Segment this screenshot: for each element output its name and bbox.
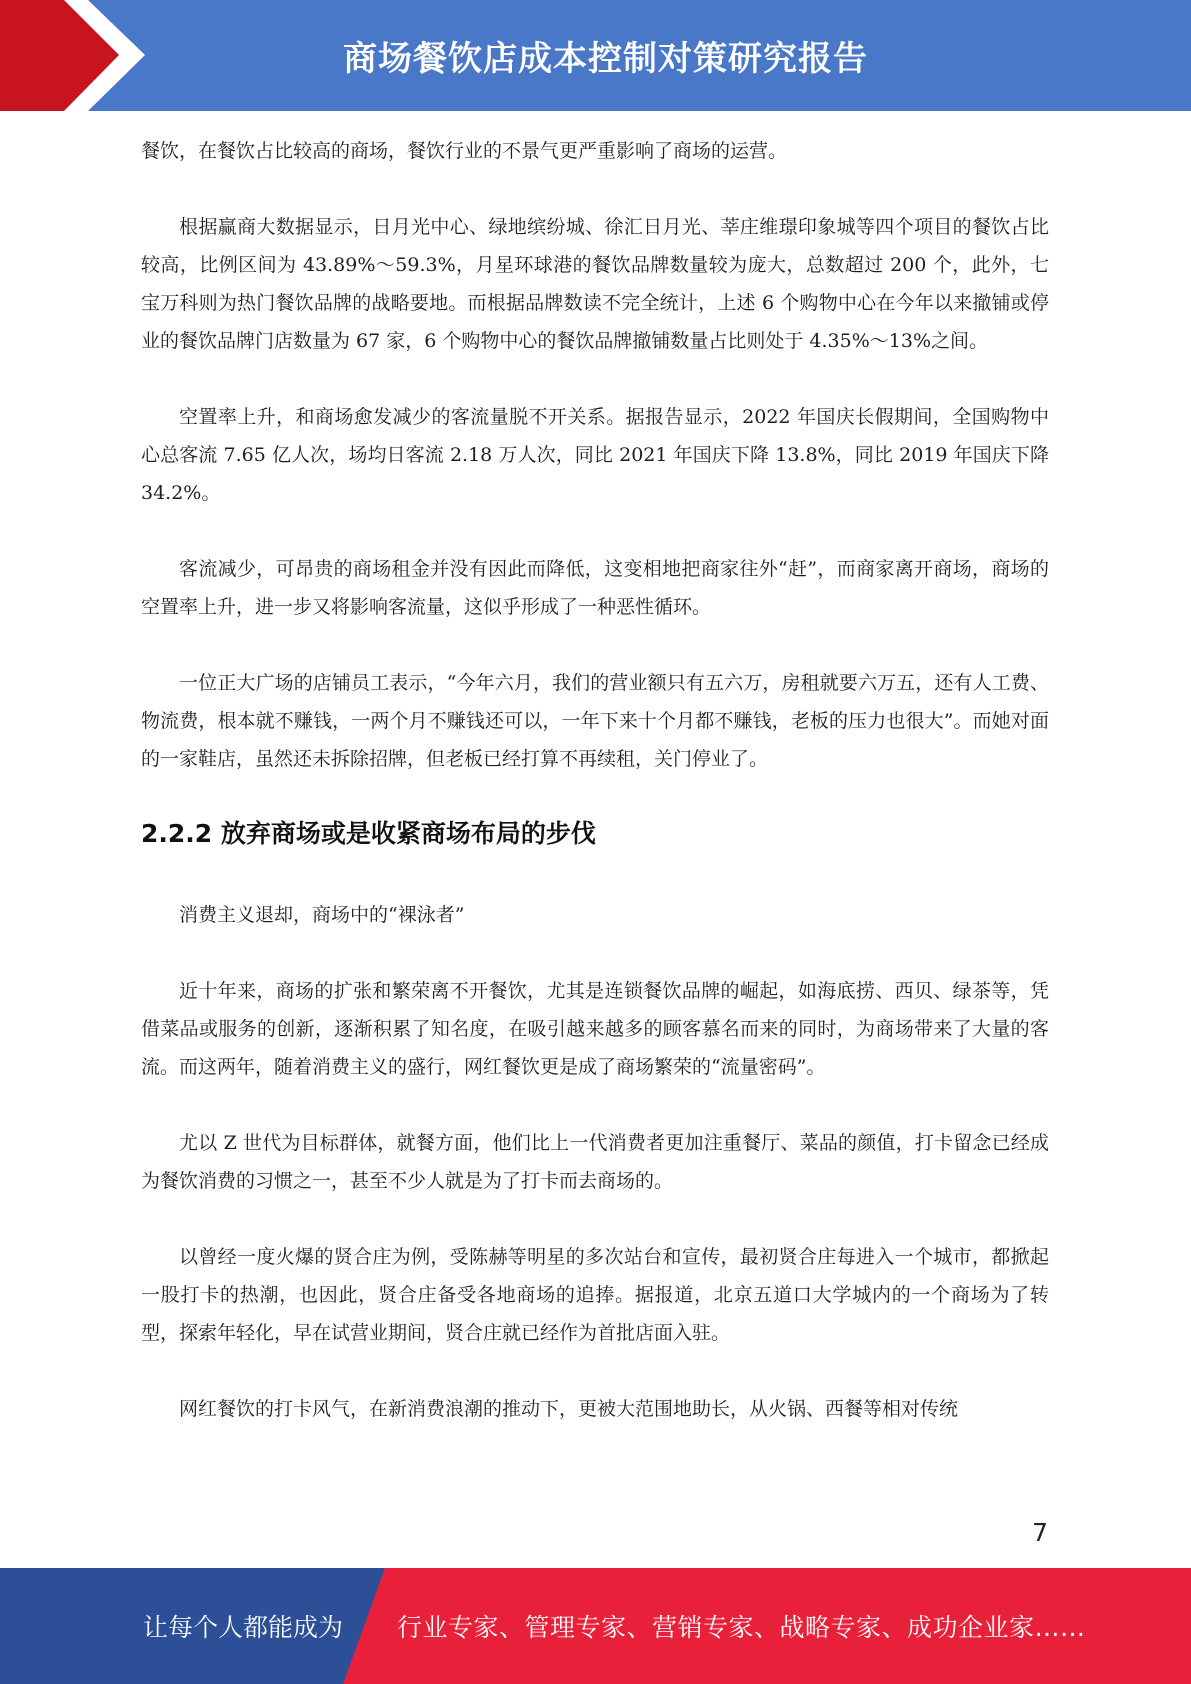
footer-banner [0, 1568, 1191, 1684]
paragraph: 根据赢商大数据显示，日月光中心、绿地缤纷城、徐汇日月光、莘庄维璟印象城等四个项目的餐饮占比较高，比例区间为 43.89%～59.3%，月星环球港的餐饮品牌数量较为庞大，总数超过 200 个，此外，七宝万科则为热门餐饮品牌的战略要地。而根据品牌数读不完全统计，上述 6 个购物中心在今年以来撤铺或停业的餐饮品牌门店数量为 67 家，6 个购物中心的餐饮品牌撤铺数量占比则处于 4.35%～13%之间。 [141, 216, 1049, 352]
paragraph: 一位正大广场的店铺员工表示，“今年六月，我们的营业额只有五六万，房租就要六万五，还有人工费、物流费，根本就不赚钱，一两个月不赚钱还可以，一年下来十个月都不赚钱，老板的压力也很大”。而她对面的一家鞋店，虽然还未拆除招牌，但老板已经打算不再续租，关门停业了。 [141, 672, 1049, 770]
footer-slogan-right: 行业专家、管理专家、营销专家、战略专家、成功企业家…… [397, 1613, 1086, 1642]
paragraph: 空置率上升，和商场愈发减少的客流量脱不开关系。据报告显示，2022 年国庆长假期间，全国购物中心总客流 7.65 亿人次，场均日客流 2.18 万人次，同比 2021 年国庆下降 13.8%，同比 2019 年国庆下降 34.2%。 [141, 406, 1049, 504]
paragraph: 以曾经一度火爆的贤合庄为例，受陈赫等明星的多次站台和宣传，最初贤合庄每进入一个城市，都掀起一股打卡的热潮，也因此，贤合庄备受各地商场的追捧。据报道，北京五道口大学城内的一个商场为了转型，探索年轻化，早在试营业期间，贤合庄就已经作为首批店面入驻。 [141, 1246, 1049, 1344]
page-number: 7 [1032, 1518, 1048, 1547]
section-heading: 2.2.2 放弃商场或是收紧商场布局的步伐 [141, 819, 596, 848]
paragraph: 尤以 Z 世代为目标群体，就餐方面，他们比上一代消费者更加注重餐厅、菜品的颜值，打卡留念已经成为餐饮消费的习惯之一，甚至不少人就是为了打卡而去商场的。 [141, 1132, 1049, 1192]
paragraph: 餐饮，在餐饮占比较高的商场，餐饮行业的不景气更严重影响了商场的运营。 [141, 140, 788, 162]
paragraph: 消费主义退却，商场中的“裸泳者” [179, 904, 465, 926]
main-content [141, 132, 1049, 1466]
footer-slogan-left: 让每个人都能成为 [143, 1613, 344, 1642]
report-title: 商场餐饮店成本控制对策研究报告 [343, 39, 868, 79]
paragraph: 客流减少，可昂贵的商场租金并没有因此而降低，这变相地把商家往外“赶”，而商家离开商场，商场的空置率上升，进一步又将影响客流量，这似乎形成了一种恶性循环。 [141, 558, 1049, 618]
header-banner [0, 0, 1191, 111]
paragraph: 网红餐饮的打卡风气，在新消费浪潮的推动下，更被大范围地助长，从火锅、西餐等相对传统 [179, 1398, 959, 1420]
paragraph: 近十年来，商场的扩张和繁荣离不开餐饮，尤其是连锁餐饮品牌的崛起，如海底捞、西贝、绿茶等，凭借菜品或服务的创新，逐渐积累了知名度，在吸引越来越多的顾客慕名而来的同时，为商场带来了大量的客流。而这两年，随着消费主义的盛行，网红餐饮更是成了商场繁荣的“流量密码”。 [141, 980, 1049, 1078]
